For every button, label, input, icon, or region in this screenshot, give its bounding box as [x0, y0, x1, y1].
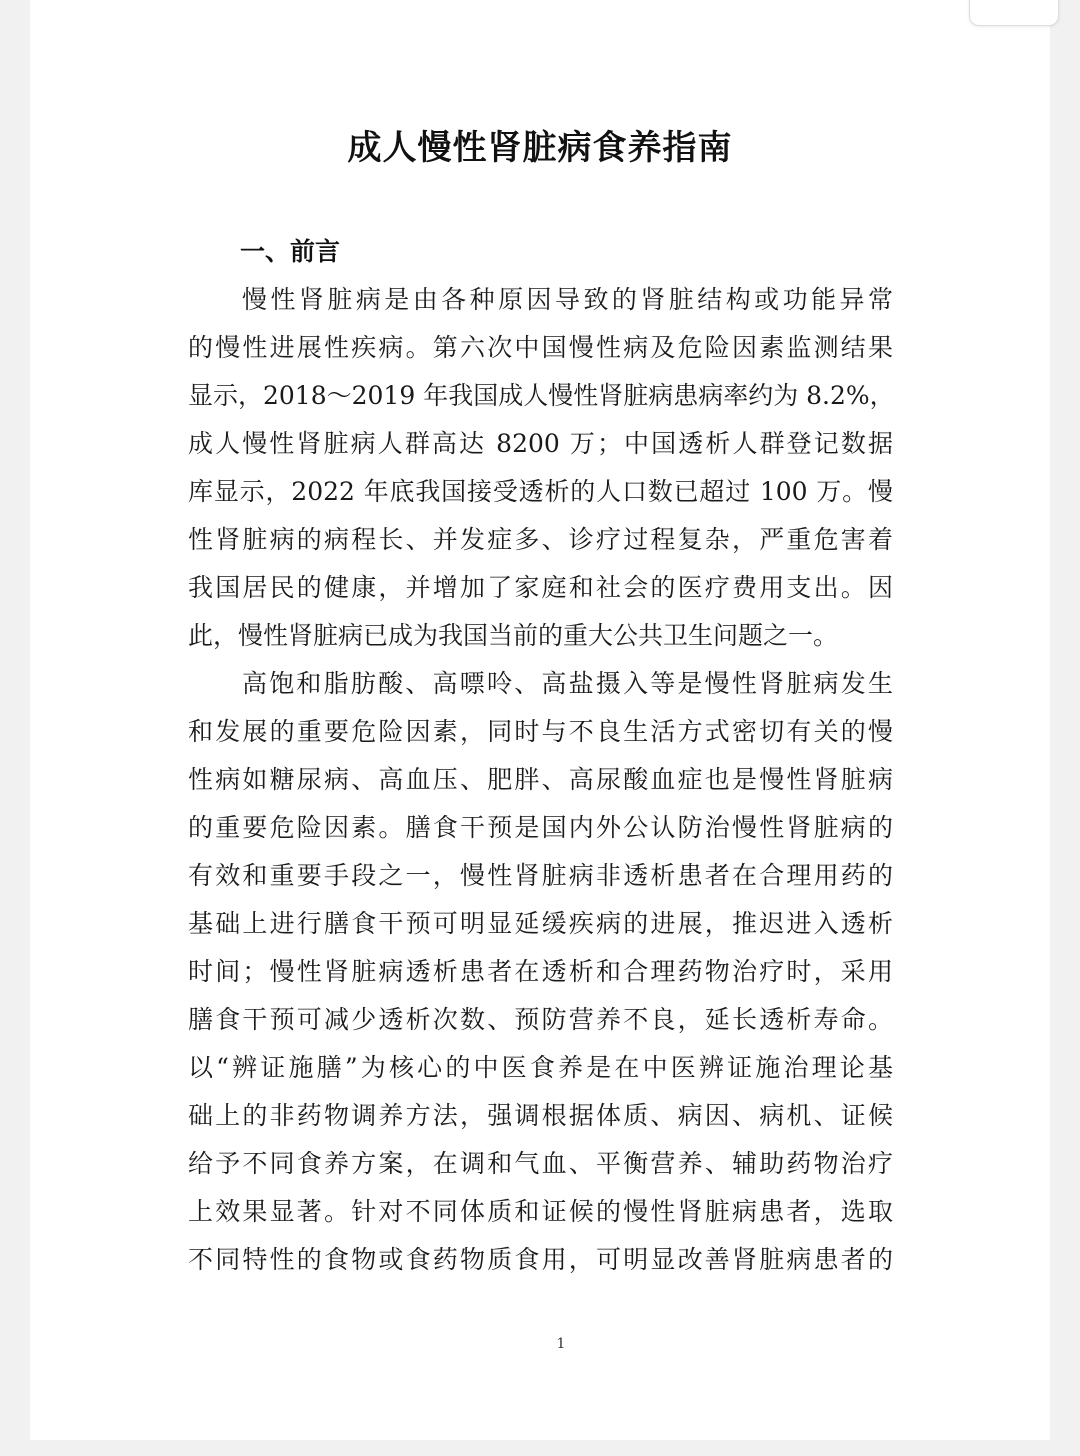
section-heading: 一、前言 [240, 237, 341, 266]
document-title: 成人慢性肾脏病食养指南 [347, 128, 733, 168]
text-line: 高饱和脂肪酸、高嘌呤、高盐摄入等是慢性肾脏病发生 [242, 669, 893, 698]
text-line: 基础上进行膳食干预可明显延缓疾病的进展，推迟进入透析 [188, 909, 893, 938]
text-line: 上效果显著。针对不同体质和证候的慢性肾脏病患者，选取 [188, 1197, 893, 1226]
text-line: 的重要危险因素。膳食干预是国内外公认防治慢性肾脏病的 [188, 813, 893, 842]
text-line: 础上的非药物调养方法，强调根据体质、病因、病机、证候 [188, 1101, 893, 1130]
text-line: 膳食干预可减少透析次数、预防营养不良，延长透析寿命。 [188, 1005, 893, 1034]
text-line: 的慢性进展性疾病。第六次中国慢性病及危险因素监测结果 [188, 333, 893, 362]
text-line: 此，慢性肾脏病已成为我国当前的重大公共卫生问题之一。 [188, 621, 839, 650]
text-line: 以“辨证施膳”为核心的中医食养是在中医辨证施治理论基 [188, 1053, 893, 1082]
text-line: 有效和重要手段之一，慢性肾脏病非透析患者在合理用药的 [188, 861, 893, 890]
text-line: 时间；慢性肾脏病透析患者在透析和合理药物治疗时，采用 [188, 957, 893, 986]
text-line: 不同特性的食物或食药物质食用，可明显改善肾脏病患者的 [188, 1245, 893, 1274]
text-line: 和发展的重要危险因素，同时与不良生活方式密切有关的慢 [188, 717, 893, 746]
text-line: 给予不同食养方案，在调和气血、平衡营养、辅助药物治疗 [188, 1149, 893, 1178]
text-line: 库显示，2022 年底我国接受透析的人口数已超过 100 万。慢 [188, 477, 893, 506]
text-line: 显示，2018～2019 年我国成人慢性肾脏病患病率约为 8.2%， [188, 381, 895, 410]
text-line: 性肾脏病的病程长、并发症多、诊疗过程复杂，严重危害着 [188, 525, 893, 554]
corner-menu-button[interactable] [969, 0, 1059, 26]
page-number: 1 [556, 1336, 566, 1352]
text-line: 慢性肾脏病是由各种原因导致的肾脏结构或功能异常 [242, 285, 893, 314]
text-line: 性病如糖尿病、高血压、肥胖、高尿酸血症也是慢性肾脏病 [188, 765, 893, 794]
text-line: 我国居民的健康，并增加了家庭和社会的医疗费用支出。因 [188, 573, 893, 602]
text-line: 成人慢性肾脏病人群高达 8200 万；中国透析人群登记数据 [188, 429, 893, 458]
